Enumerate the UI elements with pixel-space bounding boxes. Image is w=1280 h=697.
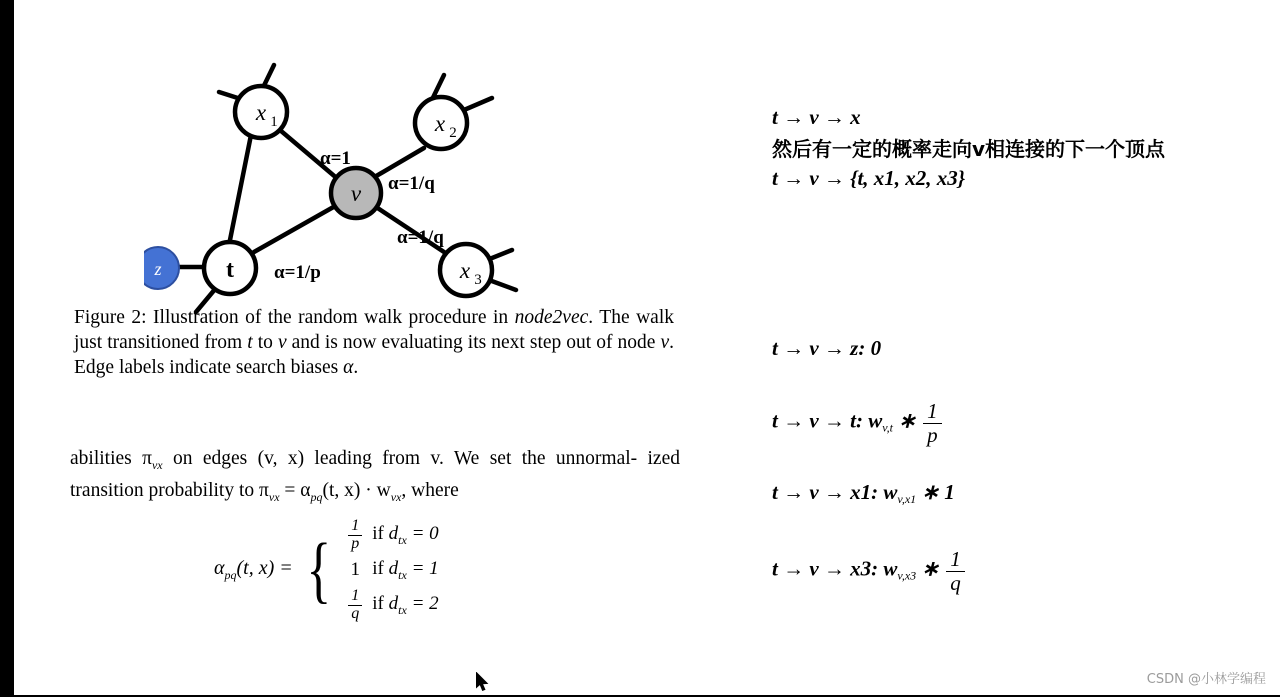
edge-label-alpha-1q-top: α=1/q: [388, 173, 435, 194]
fraction-numerator: 1: [950, 547, 961, 571]
mouse-cursor-icon: [476, 672, 490, 692]
case-row: [338, 586, 439, 622]
note-operator: ∗ 1: [916, 480, 955, 504]
case-value: 1: [350, 559, 361, 580]
note-subscript: v,x3: [897, 568, 917, 583]
note-subscript: v,x1: [897, 492, 917, 507]
case-cond-eq: = 2: [411, 592, 439, 614]
caption-var-v1: v: [277, 332, 287, 353]
caption-line5: . Edge labels indicate search biases: [74, 332, 675, 378]
svg-text:x: x: [434, 111, 446, 136]
case-cond-var: d: [388, 557, 399, 579]
note-text: t → v → z: 0: [772, 336, 882, 360]
case-cond-var: d: [388, 522, 399, 544]
case-cond-eq: = 1: [411, 557, 439, 579]
fraction-denominator: p: [348, 535, 362, 553]
fraction-numerator: 1: [927, 399, 938, 423]
body-sub-vx-2: vx: [268, 489, 280, 504]
edge-label-alpha-1q-bottom: α=1/q: [397, 227, 444, 248]
left-column: [14, 0, 714, 695]
fraction-one-over-q: [348, 588, 362, 623]
body-sub-vx-3: vx: [390, 489, 402, 504]
note-prob-x1: [772, 480, 955, 507]
case-row: [338, 516, 439, 552]
note-text: 然后有一定的概率走向v相连接的下一个顶点: [772, 137, 1166, 161]
case-cond-eq: = 0: [411, 522, 439, 544]
body-line3: ized transition probability to π: [70, 448, 680, 501]
fraction-one-over-p: [348, 518, 362, 553]
note-text: t → v → x: [772, 105, 861, 129]
caption-line3: and is now evaluating its next: [291, 332, 525, 353]
caption-period-2: .: [353, 357, 359, 378]
body-paragraph: [70, 446, 680, 510]
case-cond-var: d: [388, 592, 399, 614]
svg-text:z: z: [154, 259, 162, 279]
caption-line1: Illustration of the random walk procedure in: [153, 307, 509, 328]
note-text: t → v → {t, x1, x2, x3}: [772, 166, 966, 190]
case-value: [338, 518, 372, 553]
note-operator: ∗: [916, 556, 945, 581]
body-line2: on edges (v, x) leading from v. We set the unnormal-: [162, 448, 638, 469]
equation-lhs: [214, 557, 293, 583]
note-prefix: t → v → t: w: [772, 408, 883, 433]
body-line4: = α: [279, 479, 311, 501]
note-chinese-explanation: [772, 133, 1165, 162]
caption-line2: The walk just transitioned from: [74, 307, 674, 353]
case-cond-sub: tx: [398, 532, 407, 547]
svg-text:2: 2: [449, 125, 457, 141]
caption-prefix: Figure 2:: [74, 307, 147, 328]
case-condition: [372, 523, 438, 548]
svg-text:3: 3: [474, 272, 482, 288]
fraction-numerator: 1: [351, 586, 360, 604]
case-condition: [372, 558, 438, 583]
case-cond-sub: tx: [398, 602, 407, 617]
slide-page: [14, 0, 1280, 695]
note-walk-t-v-x: [772, 105, 861, 130]
svg-text:x: x: [459, 258, 471, 283]
svg-text:v: v: [350, 181, 362, 206]
note-prefix: t → v → x1: w: [772, 480, 898, 504]
case-value: [338, 588, 372, 623]
case-if-keyword: if: [372, 592, 384, 614]
graph-svg: [144, 40, 564, 320]
note-subscript: v,t: [882, 420, 894, 435]
figure-caption: [74, 305, 674, 380]
caption-var-v2: v: [660, 332, 670, 353]
alpha-piecewise-equation: [214, 516, 594, 622]
caption-italic-node2vec: node2vec: [514, 307, 589, 328]
case-condition: [372, 593, 438, 618]
caption-alpha: α: [343, 357, 354, 378]
edge-label-alpha-1: α=1: [320, 148, 351, 169]
caption-var-t: t: [247, 332, 253, 353]
edge-label-alpha-1p: α=1/p: [274, 262, 321, 283]
svg-text:x: x: [255, 100, 267, 125]
fraction-numerator: 1: [351, 516, 360, 534]
equation-lhs-alpha: α: [214, 557, 225, 579]
note-prob-t: [772, 400, 944, 447]
case-if-keyword: if: [372, 557, 384, 579]
note-walk-candidates: [772, 166, 965, 191]
case-row: [338, 555, 438, 585]
caption-period-1: .: [588, 307, 594, 328]
body-sub-pq: pq: [310, 489, 323, 504]
caption-to: to: [257, 332, 273, 353]
body-sub-vx-1: vx: [151, 457, 163, 472]
body-line1: abilities π: [70, 448, 152, 469]
body-line6: , where: [401, 479, 459, 501]
case-cond-sub: tx: [398, 567, 407, 582]
fraction-denominator: p: [923, 423, 942, 447]
fraction-one-over-p: [923, 400, 942, 447]
caption-line4: step out of node: [529, 332, 656, 353]
left-brace: {: [306, 529, 331, 611]
note-prob-x3: [772, 548, 967, 595]
watermark-text: CSDN @小林学编程: [1146, 672, 1266, 687]
fraction-denominator: q: [348, 605, 362, 623]
right-annotation-column: [714, 0, 1280, 695]
case-if-keyword: if: [372, 522, 384, 544]
svg-text:1: 1: [270, 114, 278, 130]
node2vec-random-walk-figure: [144, 40, 564, 310]
note-prefix: t → v → x3: w: [772, 556, 898, 581]
equation-cases: [338, 516, 439, 622]
note-operator: ∗: [893, 408, 922, 433]
fraction-denominator: q: [946, 571, 965, 595]
fraction-one-over-q: [946, 548, 965, 595]
body-line5: (t, x) · w: [322, 479, 391, 501]
equation-lhs-args: (t, x) =: [236, 557, 293, 579]
note-prob-z: [772, 336, 881, 361]
equation-lhs-sub: pq: [224, 568, 237, 582]
svg-text:t: t: [226, 257, 234, 283]
